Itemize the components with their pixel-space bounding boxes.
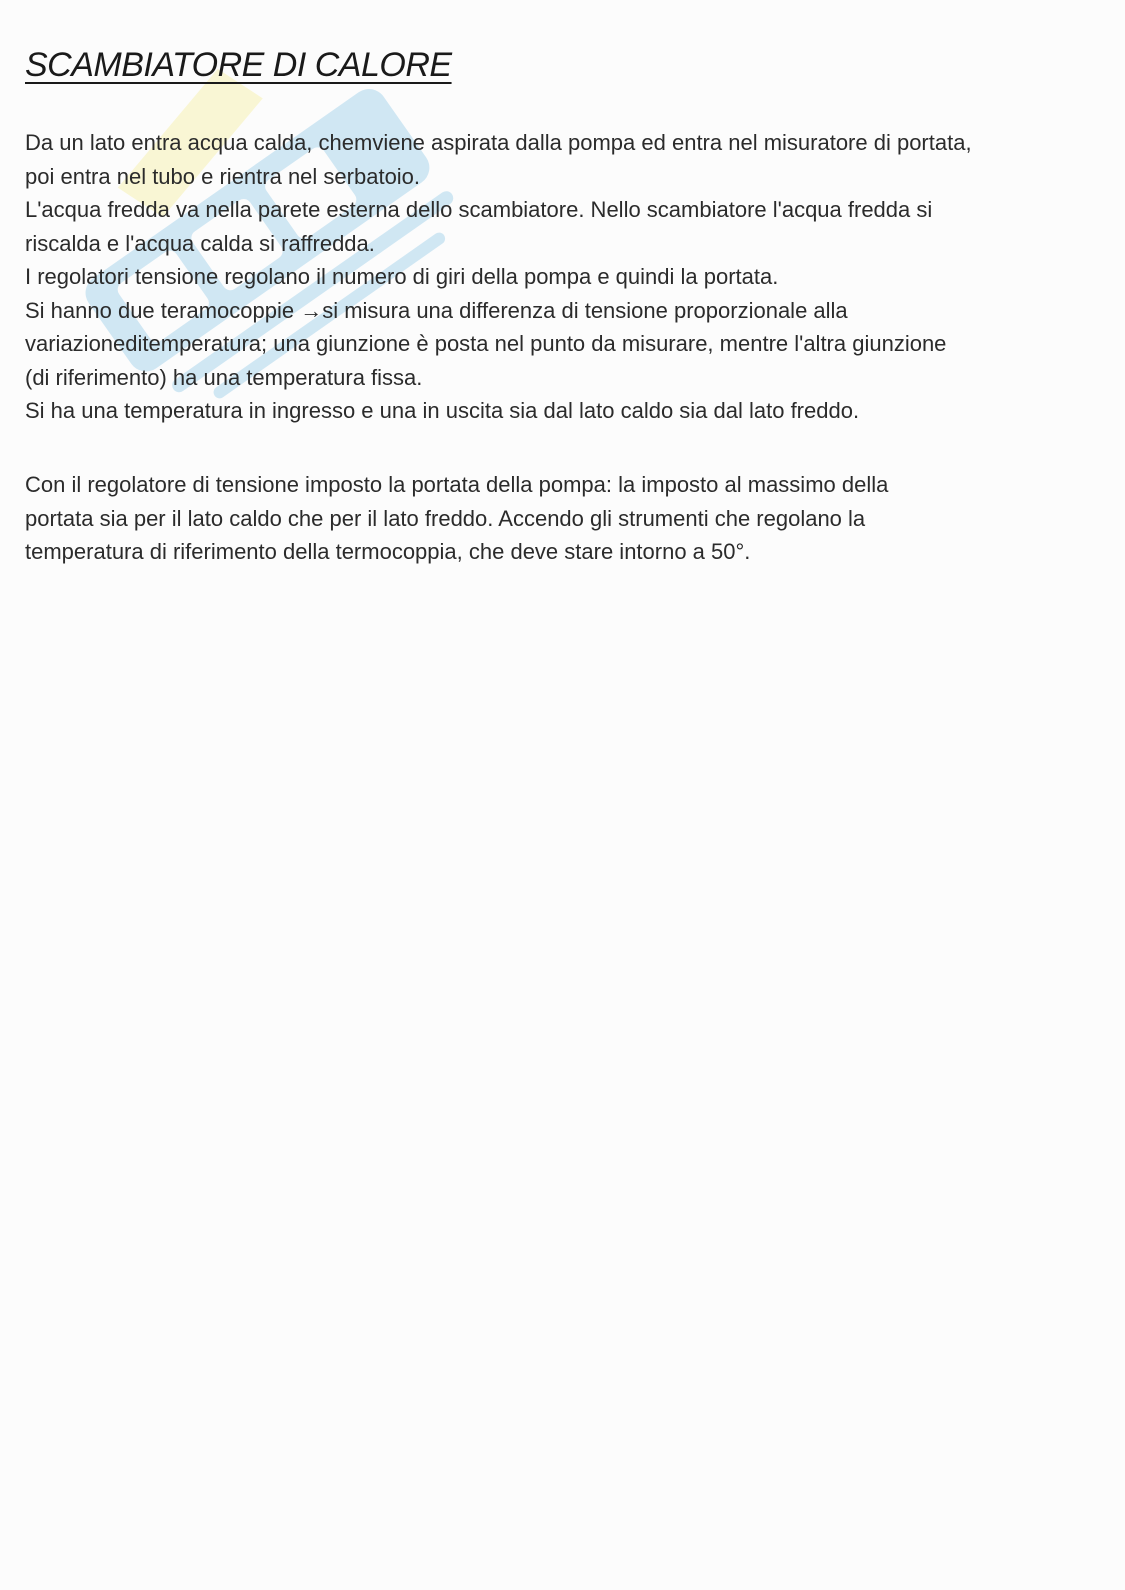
text-line: variazioneditemperatura; una giunzione è posta nel punto da misurare, mentre l'altra giunzione xyxy=(25,331,947,356)
text-line: portata sia per il lato caldo che per il lato freddo. Accendo gli strumenti che regolano la xyxy=(25,505,866,531)
text-line: temperatura di riferimento della termocoppia, che deve stare intorno a 50°. xyxy=(25,539,751,564)
text-line: Si ha una temperatura in ingresso e una in uscita sia dal lato caldo sia dal lato freddo. xyxy=(25,398,860,423)
text-line: Si hanno due teramocoppie →si misura una differenza di tensione proporzionale alla xyxy=(25,297,848,323)
text-line: L'acqua fredda va nella parete esterna dello scambiatore. Nello scambiatore l'acqua fredda si xyxy=(25,197,933,222)
text-line: Da un lato entra acqua calda, chemviene aspirata dalla pompa ed entra nel misuratore di portata, xyxy=(25,130,972,155)
paragraph-description xyxy=(25,126,1105,428)
paragraph-procedure xyxy=(25,468,1105,569)
text-line: poi entra nel tubo e rientra nel serbatoio. xyxy=(25,163,421,189)
text-line: I regolatori tensione regolano il numero di giri della pompa e quindi la portata. xyxy=(25,264,779,289)
text-line: Con il regolatore di tensione imposto la portata della pompa: la imposto al massimo della xyxy=(25,472,889,497)
text-line: riscalda e l'acqua calda si raffredda. xyxy=(25,230,375,256)
text-line: (di riferimento) ha una temperatura fissa. xyxy=(25,364,423,390)
document-title: SCAMBIATORE DI CALORE xyxy=(25,46,452,84)
